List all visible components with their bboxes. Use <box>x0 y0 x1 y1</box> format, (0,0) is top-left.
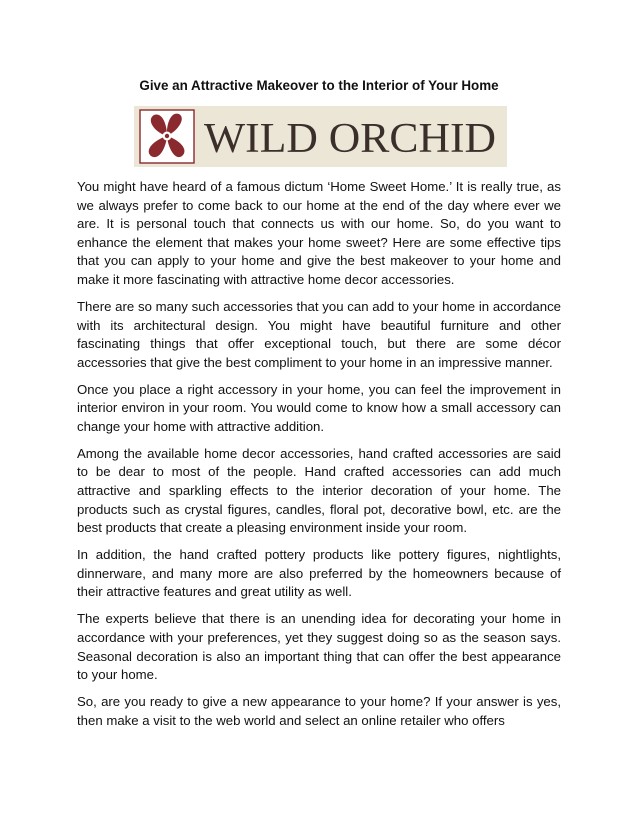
article-body <box>77 178 561 739</box>
orchid-logo-graphic <box>134 106 507 167</box>
wild-orchid-logo <box>134 106 507 167</box>
document-title: Give an Attractive Makeover to the Interior of Your Home <box>139 78 499 93</box>
paragraph-5: In addition, the hand crafted pottery products like pottery figures, nightlights, dinnerware, and many more are also preferred by the homeowners because of their attractive features and great utility as well. <box>77 547 561 600</box>
paragraph-2: There are so many such accessories that you can add to your home in accordance with its architectural design. You might have beautiful furniture and other fascinating things that offer exceptional touch, but there are some décor accessories that give the best compliment to your home in an impressive manner. <box>77 298 561 370</box>
paragraph-4: Among the available home decor accessories, hand crafted accessories are said to be dear to most of the people. Hand crafted accessories can add much attractive and sparkling effects to the interior decoration of your home. The products such as crystal figures, candles, floral pot, decorative bowl, etc. are the best products that create a pleasing environment inside your room. <box>77 445 561 536</box>
logo-wordmark: WILD ORCHID <box>204 116 496 162</box>
paragraph-1: You might have heard of a famous dictum ‘Home Sweet Home.’ It is really true, as we always prefer to come back to our home at the end of the day where ever we are. It is personal touch that connects us with our home. So, do you want to enhance the element that makes your home sweet? Here are some effective tips that you can apply to your home and give the best makeover to your home and make it more fascinating with attractive home decor accessories. <box>77 179 561 287</box>
paragraph-7: So, are you ready to give a new appearance to your home? If your answer is yes, then make a visit to the web world and select an online retailer who offers <box>77 694 561 728</box>
paragraph-3: Once you place a right accessory in your home, you can feel the improvement in interior environ in your room. You would come to know how a small accessory can change your home with attractive addition. <box>77 381 561 434</box>
paragraph-6: The experts believe that there is an unending idea for decorating your home in accordance with your preferences, yet they suggest doing so as the season says. Seasonal decoration is also an important thing that can offer the best appearance to your home. <box>77 611 561 683</box>
